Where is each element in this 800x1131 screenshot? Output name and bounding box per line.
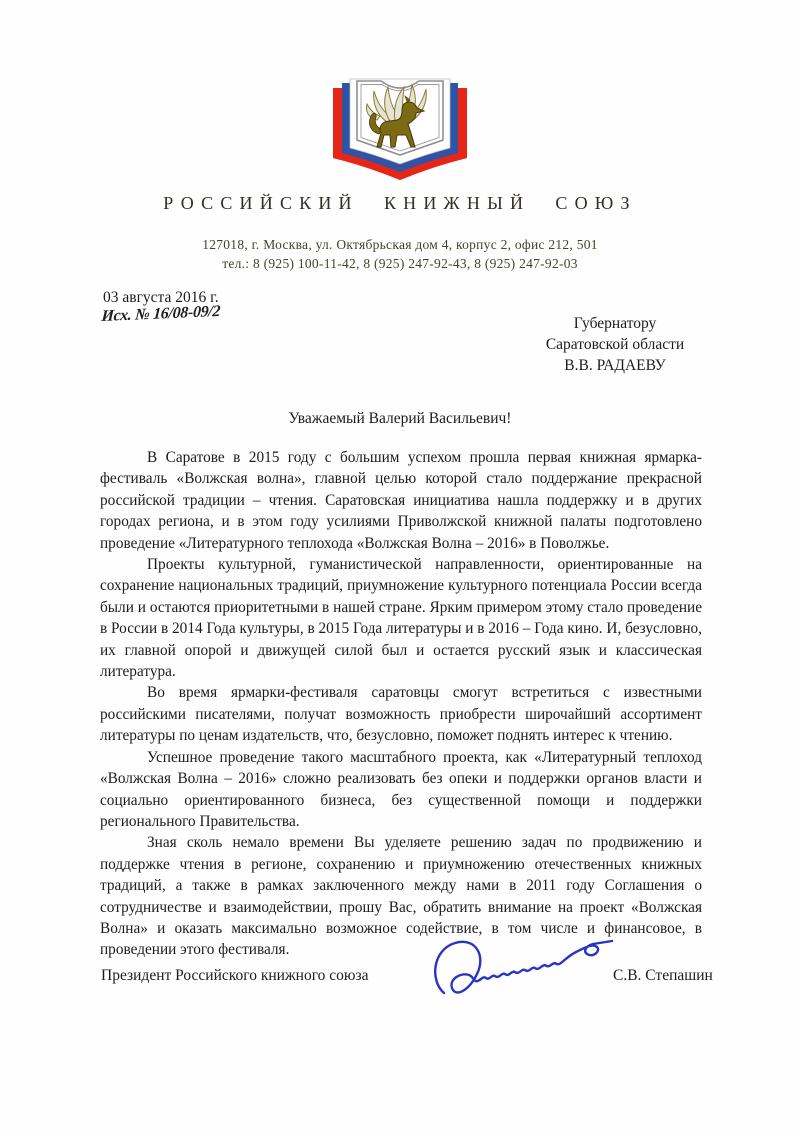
organization-address: 127018, г. Москва, ул. Октябрьская дом 4, корпус 2, офис 212, 501 (202, 237, 598, 252)
organization-phone: тел.: 8 (925) 100-11-42, 8 (925) 247-92-43, 8 (925) 247-92-03 (222, 256, 578, 271)
handwritten-ref-number: Исх. № 16/08-09/2 (100, 302, 221, 326)
salutation: Уважаемый Валерий Васильевич! (288, 410, 512, 427)
recipient-line-name: В.В. РАДАЕВУ (564, 357, 666, 374)
signer-name: С.В. Степашин (613, 967, 713, 984)
paragraph: Успешное проведение такого масштабного проекта, как «Литературный теплоход «Волжская Волна – 2016» сложно реализовать без опеки и поддержки органов власти и социально ориентированного бизнеса, без существенной помощи и поддержки регионального Правительства. (100, 748, 702, 830)
paragraph: Во время ярмарки-фестиваля саратовцы смогут встретиться с известными российскими писателями, получат возможность приобрести широчайший ассортимент литературы по ценам издательств, что, безусловно, поможет поднять интерес к чтению. (100, 684, 702, 745)
open-book-griffin-emblem-icon (331, 76, 469, 188)
recipient-block (520, 313, 710, 376)
paragraph: В Саратове в 2015 году с большим успехом прошла первая книжная ярмарка-фестиваль «Волжская волна», главной целью которой стало поддержание прекрасной российской традиции – чтения. Саратовская инициатива нашла поддержку и в других городах региона, и в этом году усилиями Приволжской книжной палаты подготовлено проведение «Литературного теплохода «Волжская Волна – 2016» в Поволжье. (100, 449, 702, 552)
paragraph: Зная сколь немало времени Вы уделяете решению задач по продвижению и поддержке чтения в регионе, сохранению и приумножению отечественных книжных традиций, а также в рамках заключенного между нами в 2011 году Соглашения о сотрудничестве и взаимодействии, прошу Вас, обратить внимание на проект «Волжская Волна» и оказать максимально возможное содействие, в том числе и финансовое, в проведении этого фестиваля. (100, 834, 702, 959)
paragraph: Проекты культурной, гуманистической направленности, ориентированные на сохранение национальных традиций, приумножение культурного потенциала России всегда были и остаются приоритетными в нашей стране. Ярким примером этому стало проведение в России в 2014 Года культуры, в 2015 Года литературы и в 2016 – Года кино. И, безусловно, их главной опорой и движущей силой был и остается русский язык и классическая литература. (100, 556, 702, 681)
organization-logo (0, 76, 800, 188)
signature-autograph (428, 935, 618, 1005)
organization-name: РОССИЙСКИЙ КНИЖНЫЙ СОЮЗ (163, 193, 637, 213)
recipient-line-region: Саратовской области (545, 336, 685, 353)
recipient-line-role: Губернатору (573, 315, 657, 332)
letter-date: 03 августа 2016 г. (103, 289, 219, 306)
letter-body (100, 447, 702, 961)
signer-title: Президент Российского книжного союза (101, 967, 369, 984)
